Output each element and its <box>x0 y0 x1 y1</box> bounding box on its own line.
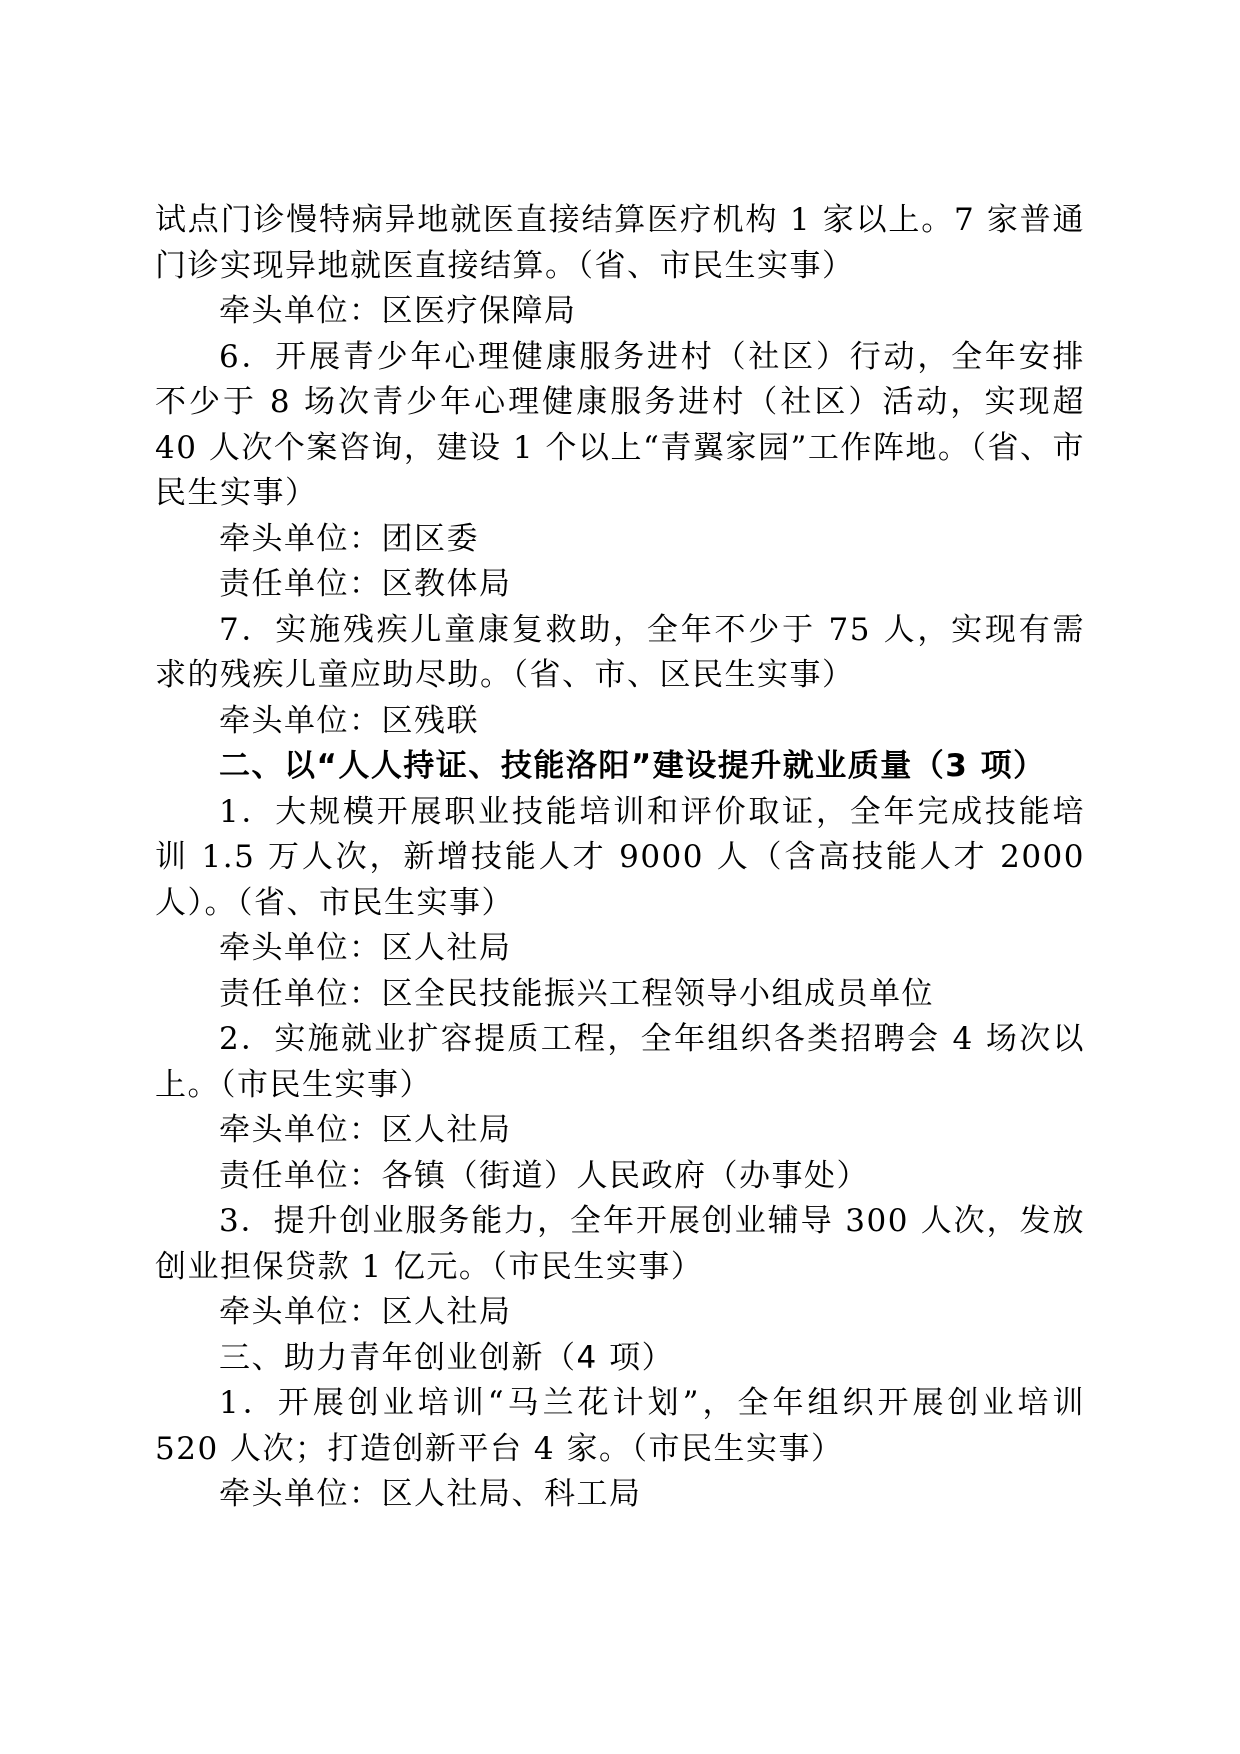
lead-unit: 牵头单位：区医疗保障局 <box>219 293 577 329</box>
lead-unit: 牵头单位：区人社局 <box>219 1112 512 1148</box>
item-1: 1．大规模开展职业技能培训和评价取证，全年完成技能培训 1.5 万人次，新增技能人才 9000 人（含高技能人才 2000 人）。（省、市民生实事） <box>155 793 1097 921</box>
item-6: 6．开展青少年心理健康服务进村（社区）行动，全年安排不少于 8 场次青少年心理健康服务进村（社区）活动，实现超 40 人次个案咨询，建设 1 个以上“青翼家园”工作阵地。（省、市民生实事） <box>155 338 1097 511</box>
responsible-unit: 责任单位：区全民技能振兴工程领导小组成员单位 <box>219 975 934 1012</box>
section-heading-3: 三、助力青年创业创新（4 项） <box>219 1339 675 1376</box>
item-7: 7．实施残疾儿童康复救助，全年不少于 75 人，实现有需求的残疾儿童应助尽助。（省、市、区民生实事） <box>155 611 1085 693</box>
lead-unit: 牵头单位：区人社局 <box>219 1294 512 1330</box>
lead-unit: 牵头单位：区人社局、科工局 <box>219 1476 642 1512</box>
section-heading-2: 二、以“人人持证、技能洛阳”建设提升就业质量（3 项） <box>219 748 1046 784</box>
responsible-unit: 责任单位：各镇（街道）人民政府（办事处） <box>219 1157 869 1194</box>
responsible-unit: 责任单位：区教体局 <box>219 566 512 602</box>
paragraph-continuation: 试点门诊慢特病异地就医直接结算医疗机构 1 家以上。7 家普通门诊实现异地就医直接结算。（省、市民生实事） <box>155 202 1085 284</box>
item-2: 2．实施就业扩容提质工程，全年组织各类招聘会 4 场次以上。（市民生实事） <box>155 1021 1085 1103</box>
lead-unit: 牵头单位：区残联 <box>219 702 479 739</box>
lead-unit: 牵头单位：区人社局 <box>219 930 512 966</box>
item-3: 3．提升创业服务能力，全年开展创业辅导 300 人次，发放创业担保贷款 1 亿元。（市民生实事） <box>155 1203 1085 1285</box>
item-1: 1．开展创业培训“马兰花计划”，全年组织开展创业培训 520 人次；打造创新平台 4 家。（市民生实事） <box>155 1385 1097 1467</box>
lead-unit: 牵头单位：团区委 <box>219 520 479 557</box>
document-body <box>155 198 1097 1518</box>
